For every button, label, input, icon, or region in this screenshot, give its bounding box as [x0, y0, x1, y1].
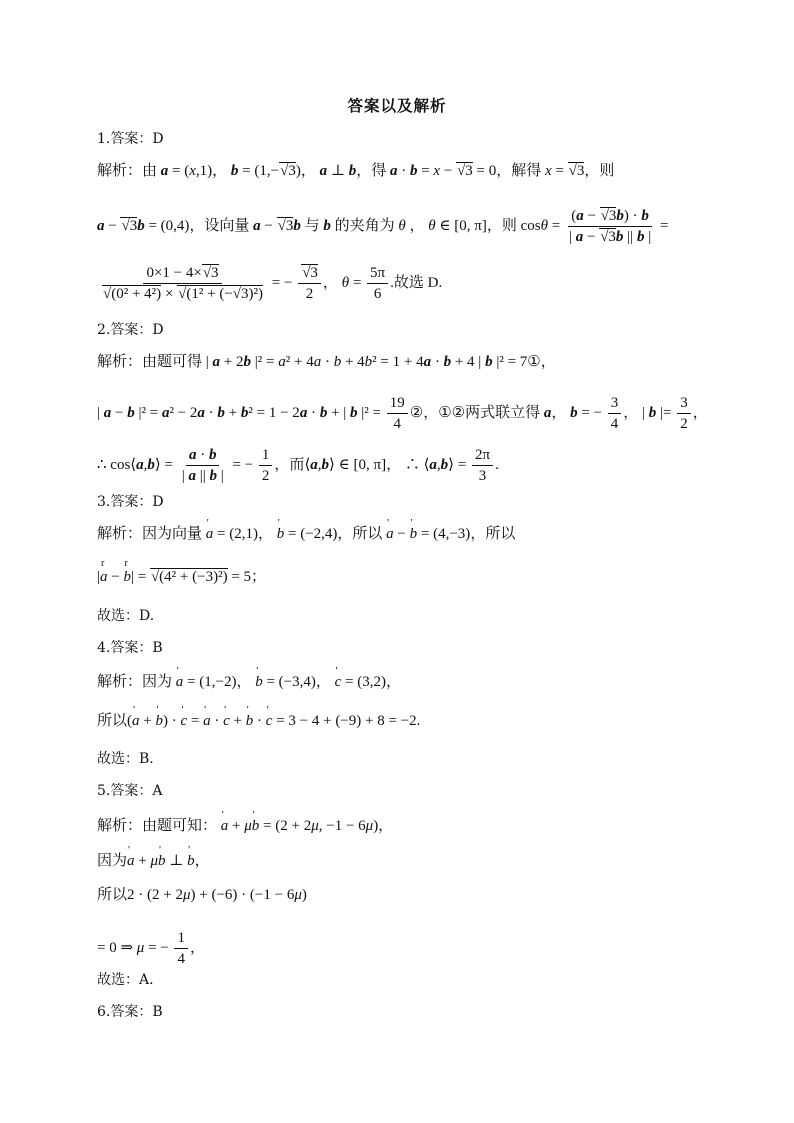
explanation-2-line-1: 解析：由题可得 | a + 2b |² = a² + 4a · b + 4b² = 1 + 4a · b + 4 | b |² = 7①， [97, 354, 556, 370]
explanation-1-line-1: 解析：由 a = (x,1)， b = (1,−√3)， a ⊥ b，得 a · b = x − √3 = 0，解得 x = √3，则 [97, 163, 615, 179]
answer-2: 2.答案：D [97, 322, 164, 338]
choice-4: 故选：B. [97, 751, 154, 767]
explanation-4-line-1: 解析：因为 ' a = (1,−2)， ' b = (−3,4)， ' c = (3,2)， [97, 672, 401, 692]
answer-6: 6.答案：B [97, 1004, 163, 1020]
explanation-5-line-4: = 0 ⇒ μ = − $\frac{1}{4}$ ， [97, 930, 205, 967]
explanation-5-line-1: 解析：由题可知： ' a + μ' b = (2 + 2μ, −1 − 6μ)， [97, 816, 393, 836]
choice-5: 故选：A. [97, 972, 154, 988]
explanation-5-line-2: 因为' a + μ' b ⊥ ' b， [97, 851, 210, 871]
answer-3: 3.答案：D [97, 494, 164, 510]
explanation-5-line-3: 所以2 · (2 + 2μ) + (−6) · (−1 − 6μ) [97, 887, 307, 903]
explanation-4-line-2: 所以(' a + ' b) · ' c = ' a · ' c + ' b · ' c = 3 − 4 + (−9) + 8 = −2. [97, 711, 420, 731]
choice-3: 故选：D. [97, 608, 155, 624]
explanation-3-line-2: |r a − r b| = √(4² + (−3)²) = 5； [97, 567, 266, 587]
page-title: 答案以及解析 [347, 96, 447, 115]
answer-5: 5.答案：A [97, 783, 163, 799]
explanation-1-line-3: $\frac{0\times 1 - 4\times√3}{\text{√(0² + 4²) × √(1² + (−√3)²)}}$ = − $\frac{√3}{2}$ ， θ = $\frac{5\pi}{6}$ .故选 D. [103, 265, 443, 302]
explanation-1-line-2: a − √3b = (0,4)，设向量 a − √3b 与 b 的夹角为 θ ， θ ∈ [0, π]，则 cosθ = $\frac{(a - √3b) \cdot b}{| a - √3b || b |}$ = [97, 208, 669, 245]
answer-4: 4.答案：B [97, 640, 163, 656]
explanation-2-line-2: | a − b |² = a² − 2a · b + b² = 1 − 2a · b + | b |² = $\frac{19}{4}$ ②，①②两式联立得 a， b = − $\frac{3}{4}$ ， | b |= $\frac{3}{2}$ ， [97, 395, 708, 432]
explanation-3-line-1: 解析：因为向量 ' a = (2,1)， ' b = (−2,4)，所以 ' a − ' b = (4,−3)，所以 [97, 524, 515, 544]
answer-1: 1.答案：D [97, 131, 164, 147]
explanation-2-line-3: ∴ cos⟨a,b⟩ = $\frac{a \cdot b}{| a || b |}$ = − $\frac{1}{2}$ ，而⟨a,b⟩ ∈ [0, π]， ∴ ⟨a,b⟩ = $\frac{2\pi}{3}$ . [97, 447, 499, 484]
